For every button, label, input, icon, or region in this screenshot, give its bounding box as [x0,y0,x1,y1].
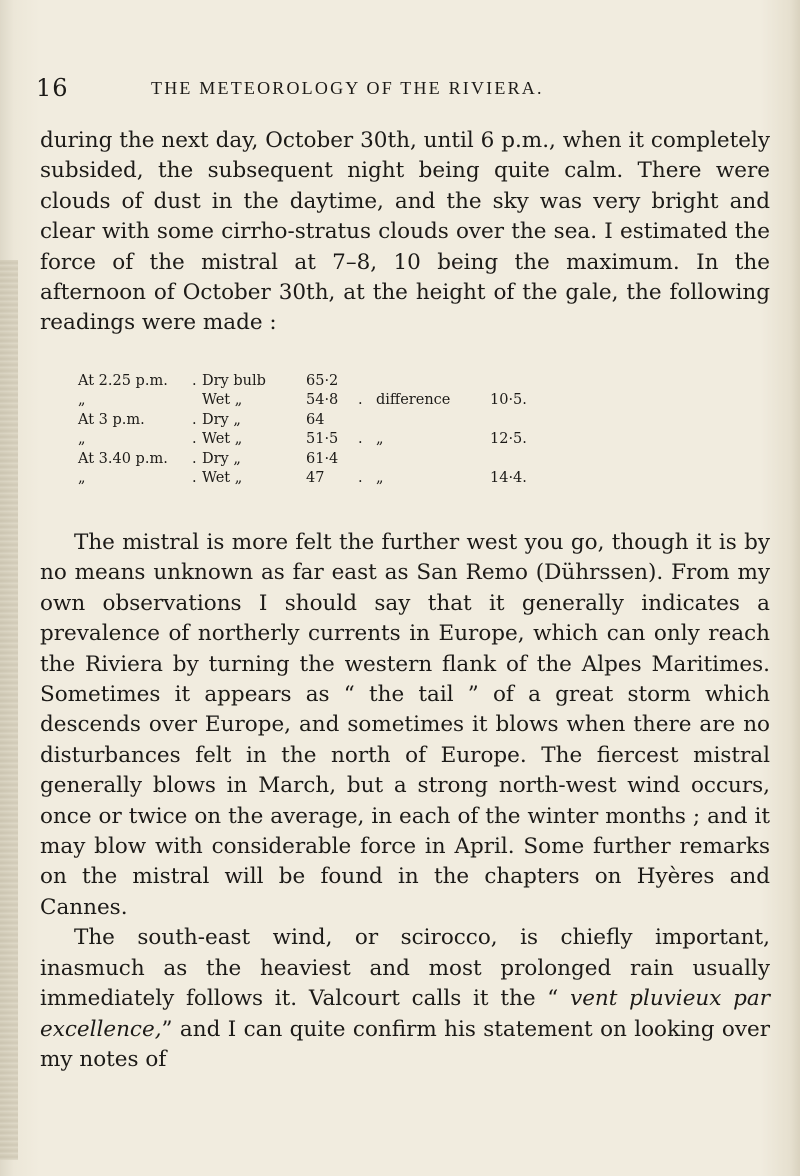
paragraph-scirocco [40,923,770,1075]
italic-quote: vent pluvieux par excellence, [40,986,771,1042]
reading-row [78,411,758,430]
reading-value: 65·2 [306,373,339,389]
paragraph-text: during the next day, October 30th, until 6 p.m., when it completely subsided, the subsequent night being quite calm. There were clouds of dust in the daytime, and the sky was very bright and clear with some cirrho-stratus clouds over the sea. I estimated the force of the mistral at 7–8, 10 being the maximum. In the afternoon of October 30th, at the height of the gale, the following readings were made : [40,128,770,336]
reading-kind: Dry bulb [202,373,266,389]
reading-kind: Wet „ [202,392,243,409]
reading-time: „ [78,469,86,486]
reading-dot: . [192,450,197,467]
running-head: THE METEOROLOGY OF THE RIVIERA. [151,78,544,98]
reading-time: „ [78,431,86,448]
paragraphs-continued [40,528,770,1075]
reading-kind: Wet „ [202,431,243,448]
reading-dot2: . [358,392,363,409]
reading-time: At 3.40 p.m. [78,450,168,467]
reading-dot2: . [358,431,363,448]
reading-kind: Dry „ [202,411,241,428]
readings-table [78,372,758,488]
reading-kind: Dry „ [202,450,241,467]
reading-row [78,469,758,488]
reading-row [78,372,758,391]
page-header [36,74,756,104]
scirocco-text-end: ” and I can quite confirm his statement on looking over my notes of [40,1016,770,1072]
reading-diff-value: 10·5. [490,392,527,409]
reading-value: 54·8 [306,392,339,409]
reading-diff-value: 14·4. [490,469,527,486]
reading-dot: . [192,373,197,389]
reading-row [78,450,758,469]
page-binding-shadow [0,260,18,1160]
reading-value: 61·4 [306,450,339,467]
page-number: 16 [36,74,69,102]
reading-value: 47 [306,469,325,486]
reading-dot2: . [358,469,363,486]
scirocco-text-start: The south-east wind, or scirocco, is chiefly important, inasmuch as the heaviest and most prolonged rain usually immediately follows it. Valcourt calls it the “ [40,925,770,1012]
reading-diff-label: „ [376,431,384,448]
reading-value: 64 [306,411,325,428]
reading-dot: . [192,411,197,428]
reading-dot: . [192,431,197,448]
reading-dot: . [192,469,197,486]
reading-time: „ [78,392,86,409]
reading-value: 51·5 [306,431,339,448]
paragraph-mistral-west: The mistral is more felt the further west you go, though it is by no means unknown as far east as San Remo (Dührssen). From my own observations I should say that it generally indicates a prevalence of northerly currents in Europe, which can only reach the Riviera by turning the western flank of the Alpes Maritimes. Sometimes it appears as “ the tail ” of a great storm which descends over Europe, and sometimes it blows when there are no disturbances felt in the north of Europe. The fiercest mistral generally blows in March, but a strong north-west wind occurs, once or twice on the average, in each of the winter months ; and it may blow with considerable force in April. Some further remarks on the mistral will be found in the chapters on Hyères and Cannes. [40,530,770,920]
reading-diff-label: difference [376,392,451,409]
reading-row [78,430,758,449]
reading-time: At 3 p.m. [78,411,145,428]
reading-diff-value: 12·5. [490,431,527,448]
reading-diff-label: „ [376,469,384,486]
reading-time: At 2.25 p.m. [78,373,168,389]
paragraph-mistral-observation [40,126,770,339]
reading-kind: Wet „ [202,469,243,486]
reading-row [78,391,758,410]
